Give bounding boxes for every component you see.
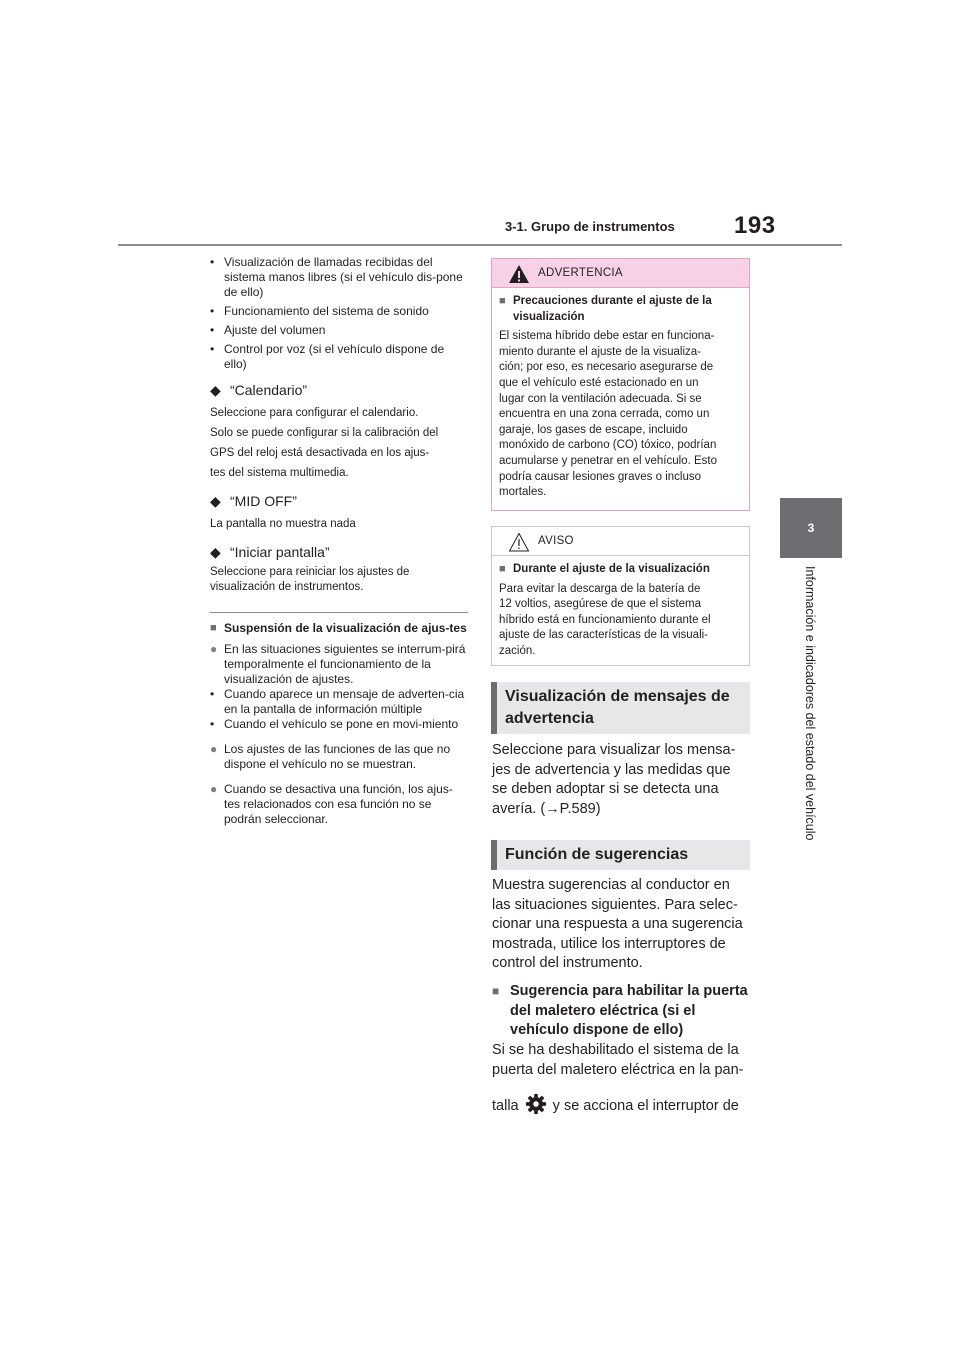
list-item: • Visualización de llamadas recibidas del sistema manos libres (si el vehículo dis-pone de ello) (210, 255, 463, 299)
notice-box (491, 526, 750, 666)
notice-box-header (492, 527, 749, 556)
circle-bullet-icon: ● (210, 782, 218, 796)
suspension-heading: ■ Suspensión de la visualización de ajus-tes (210, 621, 467, 635)
warning-triangle-icon (508, 264, 530, 284)
chapter-title: Información e indicadores del estado del vehículo (803, 566, 817, 841)
warning-messages-text: Seleccione para visualizar los mensa- jes de advertencia y las medidas que se deben adoptar si se detecta una avería. (→P.589) (492, 742, 736, 817)
left-column (210, 255, 468, 827)
list-item: • Funcionamiento del sistema de sonido (210, 304, 429, 318)
calendar-description: Seleccione para configurar el calendario. Solo se puede configurar si la calibración del GPS del reloj está desactivada en los ajus- tes del sistema multimedia. (210, 407, 439, 479)
notice-heading: ■ Durante el ajuste de la visualización (499, 562, 741, 578)
list-item: ● En las situaciones siguientes se interrum-pirá temporalmente el funcionamiento de la visualización de ajustes. • Cuando aparece un mensaje de adverten-cia en la pantalla de información múltiple • Cuando el vehículo se pone en movi-miento (210, 642, 466, 731)
page-number: 193 (734, 212, 776, 239)
divider (210, 612, 468, 613)
suggestions-title: Función de sugerencias (491, 840, 750, 870)
suggestion-body: Si se ha deshabilitado el sistema de la puerta del maletero eléctrica en la pan- talla y se acciona el interruptor de (492, 1042, 744, 1114)
notice-label: AVISO (538, 535, 574, 547)
reset-heading: ◆ “Iniciar pantalla” (210, 544, 330, 560)
suggestion-subheading: ■ Sugerencia para habilitar la puerta del maletero eléctrica (si el vehículo dispone de ello) (492, 983, 748, 1039)
suggestions-text: Muestra sugerencias al conductor en las situaciones siguientes. Para selec- cionar una respuesta a una sugerencia mostrada, utilice los interruptores de control del instrumento. (492, 877, 743, 972)
diamond-bullet-icon: ◆ (210, 544, 221, 560)
warning-box-header (492, 259, 749, 288)
warning-box (491, 258, 750, 511)
diamond-bullet-icon: ◆ (210, 493, 221, 509)
list-item: • Control por voz (si el vehículo dispone de ello) (210, 342, 445, 371)
mid-off-heading: ◆ “MID OFF” (210, 493, 297, 509)
list-item: • Ajuste del volumen (210, 323, 326, 337)
square-bullet-icon: ■ (499, 295, 506, 307)
chapter-tab: 3 (780, 498, 842, 558)
warning-messages-title: Visualización de mensajes de advertencia (491, 682, 750, 734)
list-item: ● Los ajustes de las funciones de las que no dispone el vehículo no se muestran. (210, 742, 451, 771)
section-title: 3-1. Grupo de instrumentos (505, 219, 675, 234)
square-bullet-icon: ■ (210, 622, 217, 634)
square-bullet-icon: ■ (492, 984, 500, 998)
square-bullet-icon: ■ (499, 563, 506, 575)
notice-triangle-icon (508, 532, 530, 552)
diamond-bullet-icon: ◆ (210, 382, 221, 398)
warning-body: ■ Precauciones durante el ajuste de la visualización El sistema híbrido debe estar en funciona- miento durante el ajuste de la visualiza- ción; por eso, es necesario asegurarse de que el vehículo esté estacionado en un lugar con la ventilación adecuada. Si se encuentra en una zona cerrada, como un garaje, los gases de escape, incluido monóxido de carbono (CO) tóxico, podrían acumularse y penetrar en el vehículo. Esto podría causar lesiones graves o incluso mortales. (492, 288, 749, 501)
gear-icon (525, 1093, 547, 1115)
header-rule (118, 244, 842, 246)
circle-bullet-icon: ● (210, 642, 218, 656)
list-item: ● Cuando se desactiva una función, los ajus-tes relacionados con esa función no se podrán seleccionar. (210, 782, 453, 826)
warning-label: ADVERTENCIA (538, 267, 623, 279)
notice-body: ■ Durante el ajuste de la visualización Para evitar la descarga de la batería de 12 voltios, asegúrese de que el sistema híbrido está en funcionamiento durante el ajuste de las características de la visuali- zación. (492, 556, 749, 660)
warning-heading: ■ Precauciones durante el ajuste de la visualización (499, 295, 712, 323)
calendar-heading: ◆ “Calendario” (210, 382, 308, 398)
reset-description: Seleccione para reiniciar los ajustes de visualización de instrumentos. (210, 566, 410, 593)
circle-bullet-icon: ● (210, 742, 218, 756)
mid-off-description: La pantalla no muestra nada (210, 518, 356, 530)
